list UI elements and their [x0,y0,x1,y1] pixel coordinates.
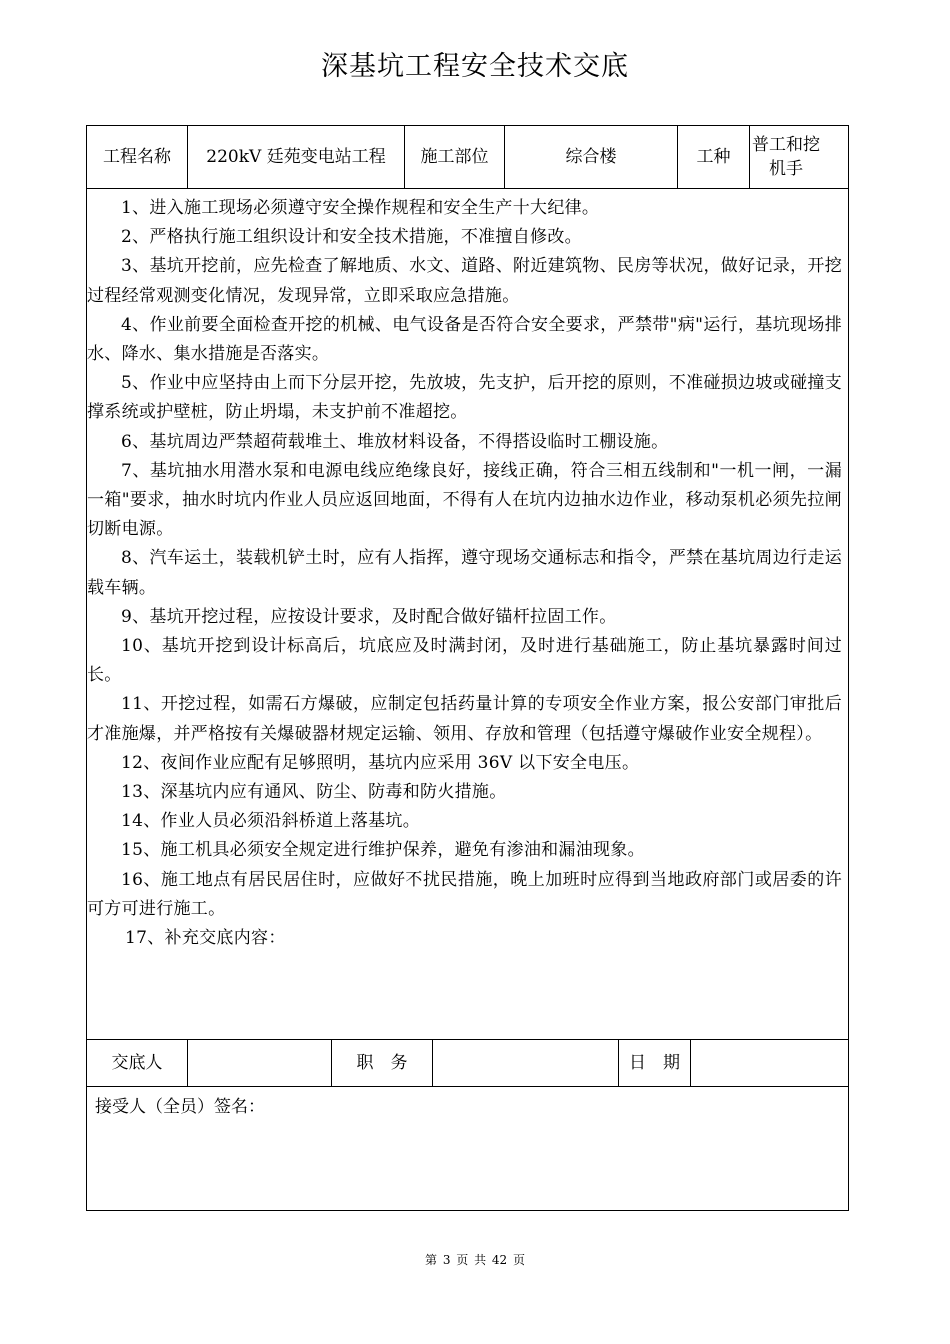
safety-items [87,194,850,953]
safety-item: 7、基坑抽水用潜水泵和电源电线应绝缘良好，接线正确，符合三相五线制和"一机一闸，一漏一箱"要求，抽水时坑内作业人员应返回地面，不得有人在坑内边抽水边作业，移动泵机必须先拉闸切断电源。 [87,460,842,540]
date-label: 日 期 [629,1053,680,1073]
briefer-field[interactable] [188,1040,331,1086]
safety-item: 6、基坑周边严禁超荷载堆土、堆放材料设备，不得搭设临时工棚设施。 [121,431,669,452]
receiver-signature-label: 接受人（全员）签名： [95,1097,265,1117]
position-label: 职 务 [356,1053,408,1073]
safety-item-supplement: 17、补充交底内容： [125,928,286,949]
safety-item: 8、汽车运土，装载机铲土时，应有人指挥，遵守现场交通标志和指令，严禁在基坑周边行走运载车辆。 [87,548,842,598]
safety-item: 13、深基坑内应有通风、防尘、防毒和防火措施。 [121,782,507,803]
page-footer: 第 3 页 共 42 页 [425,1253,525,1267]
safety-item: 3、基坑开挖前，应先检查了解地质、水文、道路、附近建筑物、民房等状况，做好记录，开挖过程经常观测变化情况，发现异常，立即采取应急措施。 [87,256,842,306]
safety-item: 5、作业中应坚持由上而下分层开挖，先放坡，先支护，后开挖的原则，不准碰损边坡或碰撞支撑系统或护壁桩，防止坍塌，未支护前不准超挖。 [87,373,842,423]
briefer-label: 交底人 [111,1053,163,1073]
safety-item: 10、基坑开挖到设计标高后，坑底应及时满封闭，及时进行基础施工，防止基坑暴露时间过长。 [87,636,842,686]
position-field[interactable] [433,1040,618,1086]
date-field[interactable] [691,1040,847,1086]
signoff-row [87,1039,848,1087]
construction-location-value: 综合楼 [565,147,617,167]
document-title: 深基坑工程安全技术交底 [321,51,629,82]
safety-item: 16、施工地点有居民居住时，应做好不扰民措施，晚上加班时应得到当地政府部门或居委的许可方可进行施工。 [87,869,842,919]
safety-item: 4、作业前要全面检查开挖的机械、电气设备是否符合安全要求，严禁带"病"运行，基坑现场排水、降水、集水措施是否落实。 [87,314,842,365]
form-header-row [87,126,848,189]
safety-item: 11、开挖过程，如需石方爆破，应制定包括药量计算的专项安全作业方案，报公安部门审批后才准施爆，并严格按有关爆破器材规定运输、领用、存放和管理（包括遵守爆破作业安全规程）。 [87,694,842,744]
safety-item: 9、基坑开挖过程，应按设计要求，及时配合做好锚杆拉固工作。 [121,606,617,627]
disclosure-form [86,125,849,1211]
safety-item: 15、施工机具必须安全规定进行维护保养，避免有渗油和漏油现象。 [121,840,645,861]
trade-value: 普工和挖机手 [752,135,820,179]
project-name-label: 工程名称 [103,147,171,167]
safety-item: 12、夜间作业应配有足够照明，基坑内应采用 36V 以下安全电压。 [121,752,640,773]
safety-item: 1、进入施工现场必须遵守安全操作规程和安全生产十大纪律。 [121,198,600,218]
safety-item: 2、严格执行施工组织设计和安全技术措施，不准擅自修改。 [121,227,582,248]
project-name-value: 220kV 廷苑变电站工程 [206,147,386,167]
trade-label: 工种 [696,147,731,167]
construction-location-label: 施工部位 [420,147,489,167]
safety-item: 14、作业人员必须沿斜桥道上落基坑。 [121,811,421,832]
